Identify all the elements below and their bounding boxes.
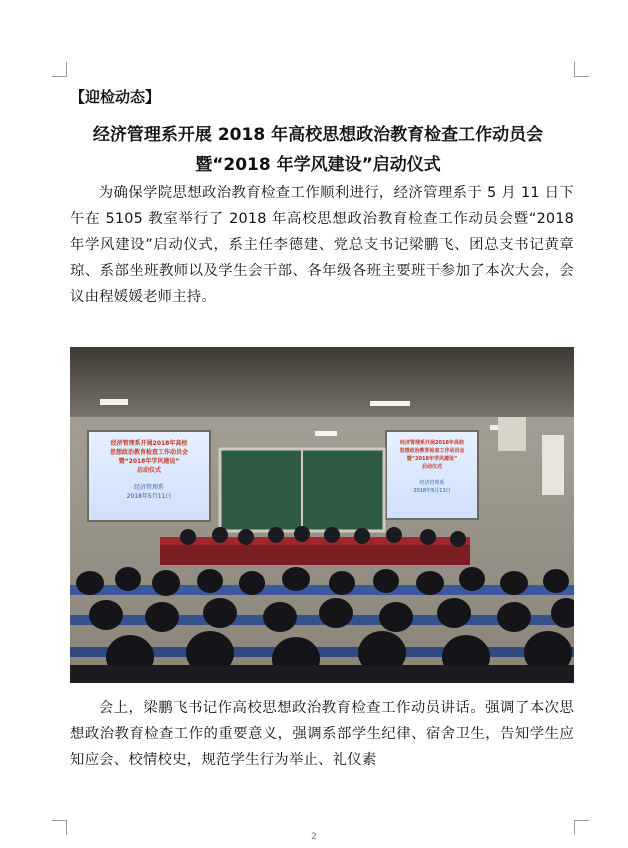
slide-right-line: 经济管理系开展2018年高校: [400, 440, 464, 446]
article-title-line2: 暨“2018 年学风建设”启动仪式: [195, 155, 441, 175]
crop-mark-top-right: [574, 62, 589, 77]
slide-left-text: [92, 439, 206, 501]
paragraph-1: 为确保学院思想政治教育检查工作顺利进行，经济管理系于 5 月 11 日下午在 5105 教室举行了 2018 年高校思想政治教育检查工作动员会暨“2018 年学风建设”启动仪式，系主任李德建、党总支书记梁鹏飞、团总支书记黄章琼、系部坐班教师以及学生会干部、各年级各班主要班干参加了本次大会，会议由程媛媛老师主持。: [70, 185, 574, 305]
paragraph-2: 会上，梁鹏飞书记作高校思想政治教育检查工作动员讲话。强调了本次思想政治教育检查工作的重要意义，强调系部学生纪律、宿舍卫生，告知学生应知应会、校情校史，规范学生行为举止、礼仪素: [70, 700, 574, 768]
meeting-photo: [70, 347, 574, 683]
slide-left-line: 暨“2018年学风建设”: [118, 458, 180, 465]
page-number: 2: [311, 832, 317, 842]
slide-right-footer: 经济管理系: [419, 480, 445, 486]
crop-mark-top-left: [52, 62, 67, 77]
article-title-line1: 经济管理系开展 2018 年高校思想政治教育检查工作动员会: [92, 125, 544, 145]
slide-right-footer: 2018年5月11日: [413, 488, 451, 494]
slide-left-line: 思想政治教育检查工作动员会: [109, 449, 188, 456]
slide-right-text: [389, 439, 475, 495]
slide-right-line: 启动仪式: [421, 464, 442, 470]
slide-left-line: 经济管理系开展2018年高校: [110, 440, 188, 447]
slide-left-footer: 2018年5月11日: [126, 493, 172, 500]
section-tag: 【迎检动态】: [70, 88, 161, 106]
slide-right-line: 思想政治教育检查工作动员会: [399, 448, 465, 454]
slide-right-line: 暨“2018年学风建设”: [406, 456, 458, 462]
slide-left-line: 启动仪式: [136, 467, 161, 474]
slide-left-footer: 经济管理系: [133, 484, 164, 491]
